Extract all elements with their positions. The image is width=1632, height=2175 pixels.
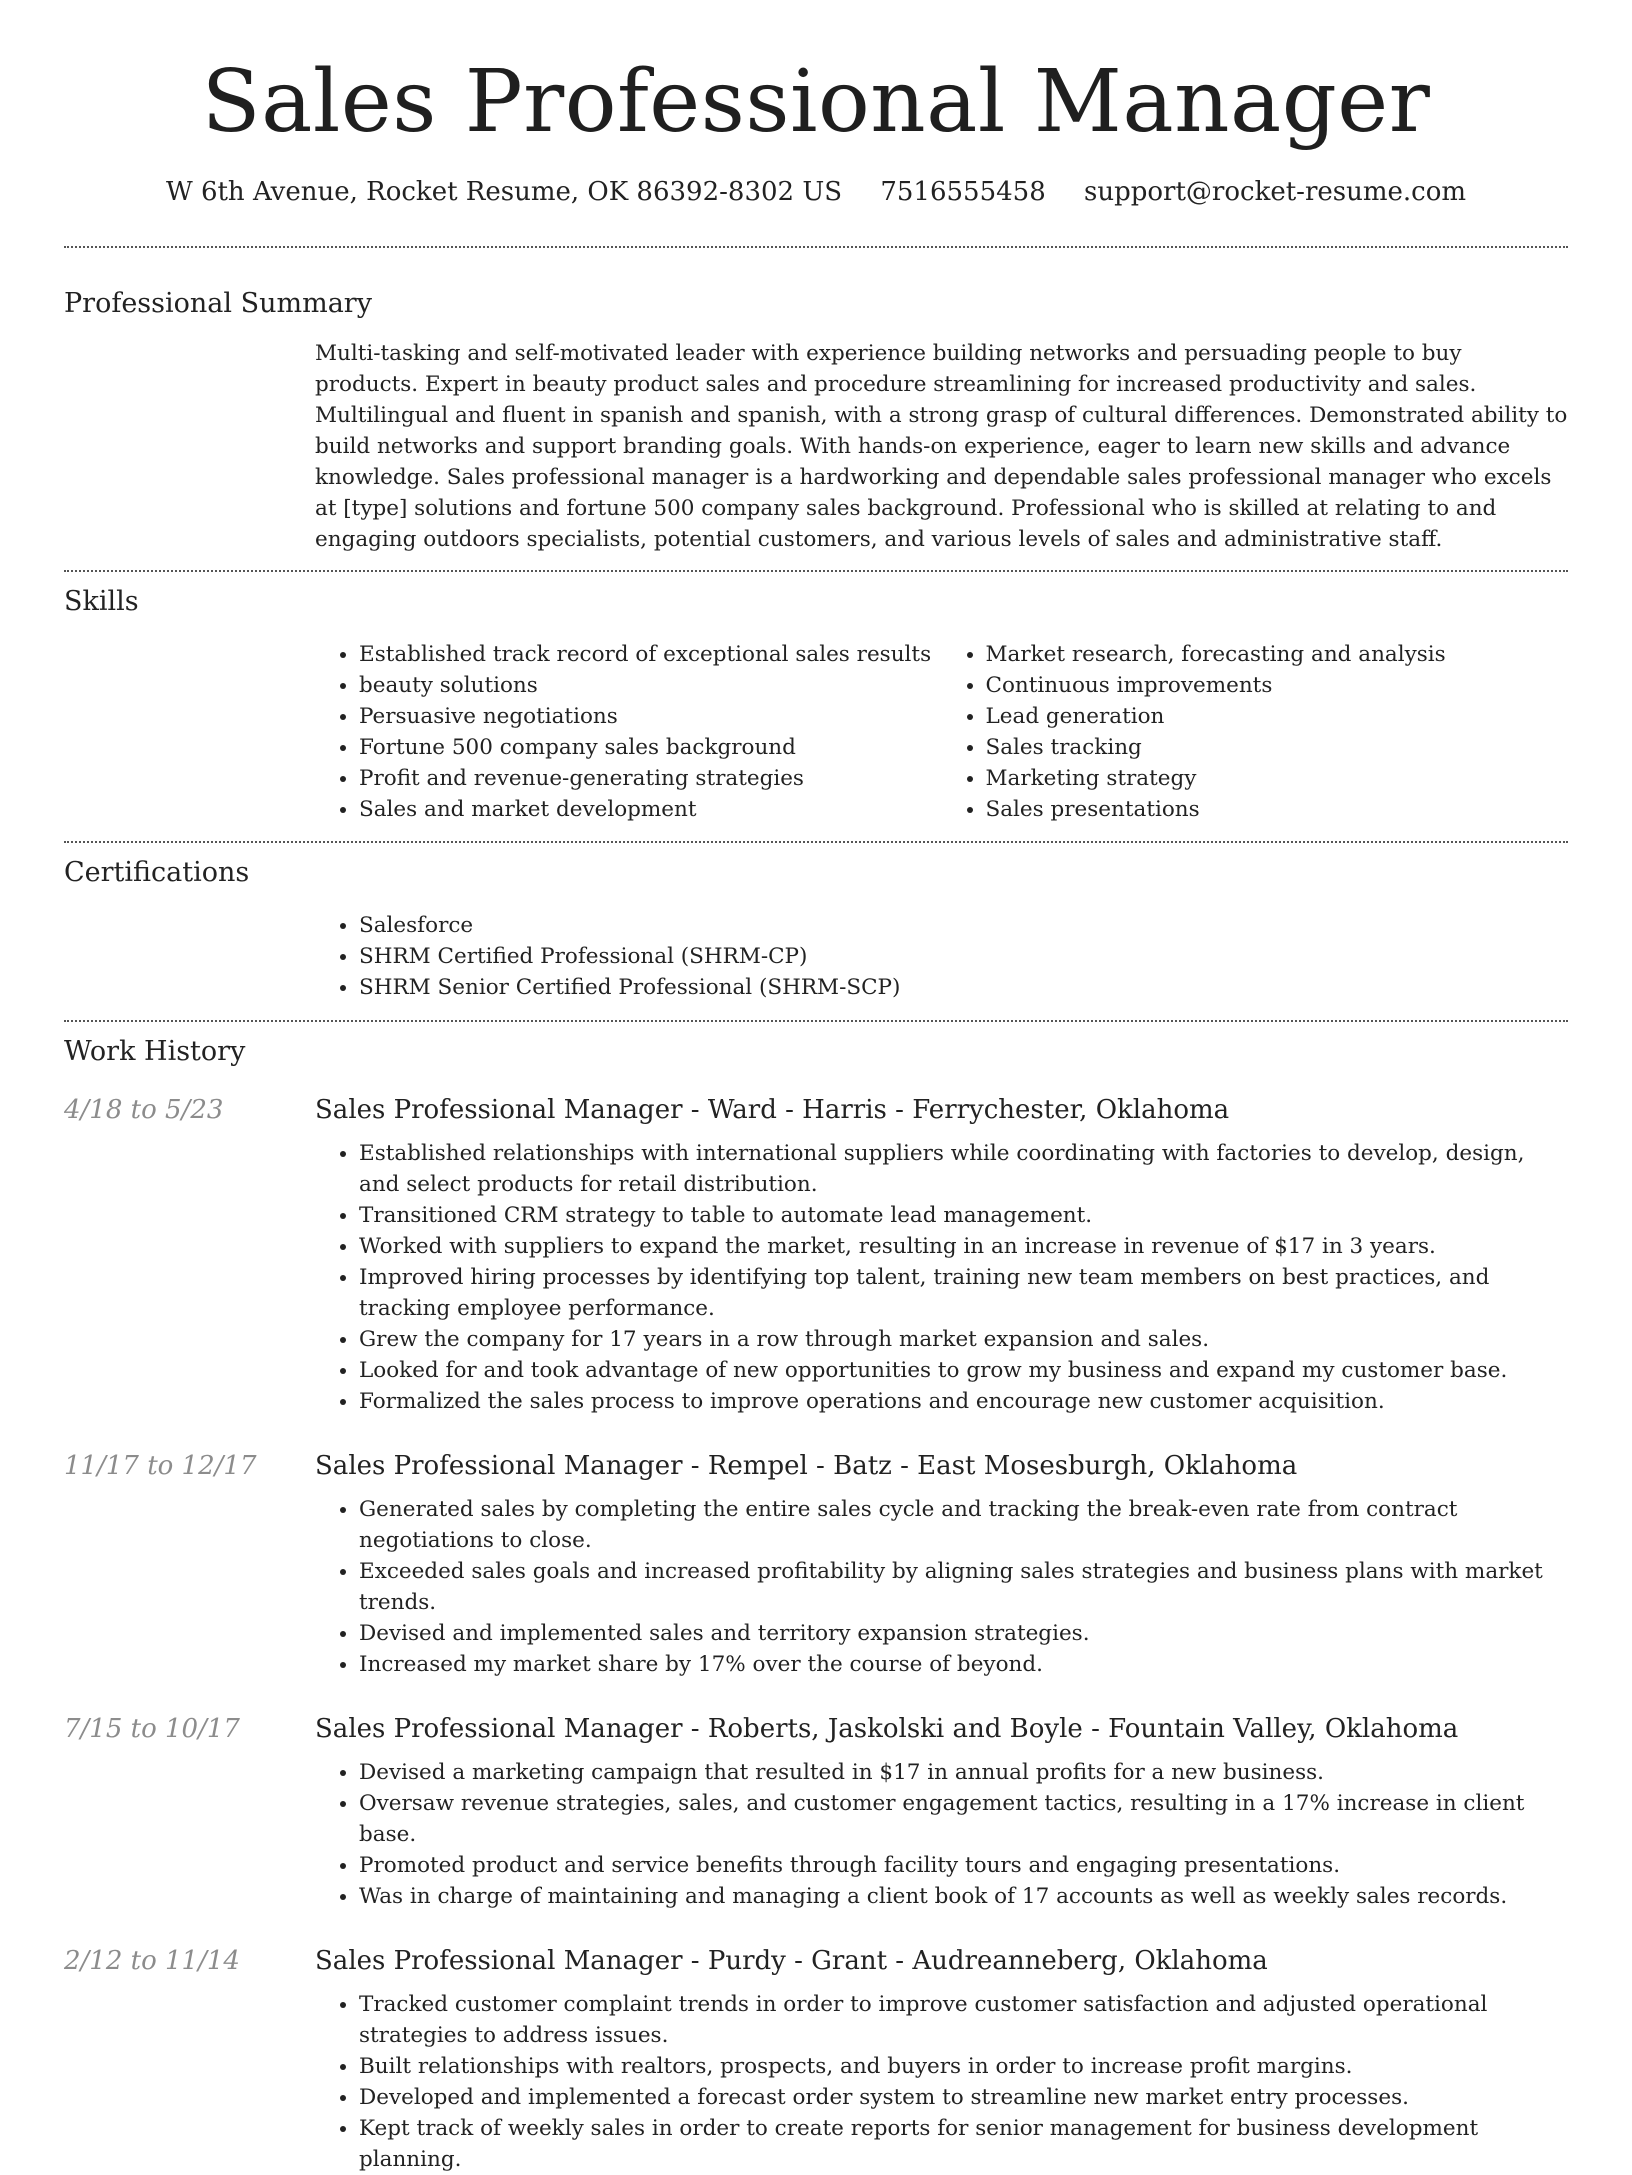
skill-item: • Sales presentations: [986, 794, 1569, 825]
resume-name: Sales Professional Manager: [201, 52, 1431, 152]
job-entry: [64, 1093, 1568, 1417]
job-bullet: • Grew the company for 17 years in a row through market expansion and sales.: [359, 1324, 1568, 1355]
job-bullet: • Devised and implemented sales and territory expansion strategies.: [359, 1618, 1568, 1649]
work-title: Work History: [64, 1036, 246, 1067]
certification-item: • Salesforce: [359, 910, 1568, 941]
skill-item: • Fortune 500 company sales background: [359, 732, 942, 763]
divider: [64, 570, 1568, 572]
summary-text: Multi-tasking and self-motivated leader with experience building networks and persuading people to buy products. Expert in beauty product sales and procedure streamlining for increased productivity and sales. Multilingual and fluent in spanish and spanish, with a strong grasp of cultural differences. Demonstrated ability to build networks and support branding goals. With hands-on experience, eager to learn new skills and advance knowledge. Sales professional manager is a hardworking and dependable sales professional manager who excels at [type] solutions and fortune 500 company sales background. Professional who is skilled at relating to and engaging outdoors specialists, potential customers, and various levels of sales and administrative staff.: [315, 341, 1568, 552]
job-bullet: • Oversaw revenue strategies, sales, and customer engagement tactics, resulting in a 17% increase in client base.: [359, 1788, 1568, 1850]
job-bullet: • Promoted product and service benefits through facility tours and engaging presentations.: [359, 1850, 1568, 1881]
job-bullet: • Generated sales by completing the entire sales cycle and tracking the break-even rate from contract negotiations to close.: [359, 1494, 1568, 1556]
job-bullet: • Formalized the sales process to improve operations and encourage new customer acquisition.: [359, 1386, 1568, 1417]
job-dates: 11/17 to 12/17: [64, 1451, 257, 1481]
work-section: [64, 1035, 1568, 2175]
skill-item: • Sales and market development: [359, 794, 942, 825]
job-dates: 2/12 to 11/14: [64, 1946, 240, 1976]
skills-title: Skills: [64, 586, 139, 617]
job-entry: [64, 1449, 1568, 1680]
job-bullet: • Looked for and took advantage of new opportunities to grow my business and expand my customer base.: [359, 1355, 1568, 1386]
job-bullets: [315, 1757, 1568, 1912]
job-title: Sales Professional Manager - Purdy - Grant - Audreanneberg, Oklahoma: [315, 1946, 1268, 1976]
job-title: Sales Professional Manager - Ward - Harris - Ferrychester, Oklahoma: [315, 1095, 1230, 1125]
summary-content: [315, 338, 1568, 555]
job-bullet: • Worked with suppliers to expand the market, resulting in an increase in revenue of $17 in 3 years.: [359, 1231, 1568, 1262]
job-dates: 4/18 to 5/23: [64, 1095, 224, 1125]
divider: [64, 246, 1568, 248]
summary-section: [64, 287, 1568, 555]
resume-page: [64, 0, 1568, 2175]
job-bullets: [315, 1138, 1568, 1417]
job-bullet: • Established relationships with international suppliers while coordinating with factories to develop, design, and select products for retail distribution.: [359, 1138, 1568, 1200]
skill-item: • Established track record of exceptional sales results: [359, 639, 942, 670]
skill-item: • Persuasive negotiations: [359, 701, 942, 732]
contact-address: W 6th Avenue, Rocket Resume, OK 86392-8302 US: [165, 177, 843, 207]
job-title: Sales Professional Manager - Rempel - Batz - East Mosesburgh, Oklahoma: [315, 1451, 1298, 1481]
job-bullet: • Devised a marketing campaign that resulted in $17 in annual profits for a new business.: [359, 1757, 1568, 1788]
job-bullets: [315, 1494, 1568, 1680]
skill-item: • Profit and revenue-generating strategies: [359, 763, 942, 794]
certifications-title: Certifications: [64, 857, 250, 888]
job-bullet: • Was in charge of maintaining and managing a client book of 17 accounts as well as weekly sales records.: [359, 1881, 1568, 1912]
job-bullet: • Tracked customer complaint trends in order to improve customer satisfaction and adjusted operational strategies to address issues.: [359, 1989, 1568, 2051]
skill-item: • Market research, forecasting and analysis: [986, 639, 1569, 670]
job-bullet: • Improved hiring processes by identifying top talent, training new team members on best practices, and tracking employee performance.: [359, 1262, 1568, 1324]
skill-item: • Lead generation: [986, 701, 1569, 732]
job-bullet: • Kept track of weekly sales in order to create reports for senior management for business development planning.: [359, 2113, 1568, 2175]
certifications-section: [64, 856, 1568, 1003]
skill-item: • Sales tracking: [986, 732, 1569, 763]
skills-columns: [315, 639, 1568, 825]
certifications-list: [315, 910, 1568, 1003]
job-bullet: • Increased my market share by 17% over the course of beyond.: [359, 1649, 1568, 1680]
skills-list-right: [942, 639, 1569, 825]
job-bullet: • Exceeded sales goals and increased profitability by aligning sales strategies and business plans with market trends.: [359, 1556, 1568, 1618]
job-bullet: • Built relationships with realtors, prospects, and buyers in order to increase profit margins.: [359, 2051, 1568, 2082]
job-bullet: • Transitioned CRM strategy to table to automate lead management.: [359, 1200, 1568, 1231]
job-entry: [64, 1712, 1568, 1912]
certification-item: • SHRM Certified Professional (SHRM-CP): [359, 941, 1568, 972]
skill-item: • Continuous improvements: [986, 670, 1569, 701]
contact-phone: 7516555458: [880, 177, 1046, 207]
contact-line: [64, 176, 1568, 208]
job-bullet: • Developed and implemented a forecast order system to streamline new market entry processes.: [359, 2082, 1568, 2113]
skill-item: • Marketing strategy: [986, 763, 1569, 794]
job-bullets: [315, 1989, 1568, 2175]
skills-content: [315, 639, 1568, 825]
skills-section: [64, 585, 1568, 825]
divider: [64, 1020, 1568, 1022]
divider: [64, 841, 1568, 843]
job-title: Sales Professional Manager - Roberts, Jaskolski and Boyle - Fountain Valley, Oklahoma: [315, 1714, 1459, 1744]
summary-title: Professional Summary: [64, 288, 372, 319]
certification-item: • SHRM Senior Certified Professional (SHRM-SCP): [359, 972, 1568, 1003]
certifications-content: [315, 910, 1568, 1003]
contact-email: support@rocket-resume.com: [1084, 177, 1467, 207]
skill-item: • beauty solutions: [359, 670, 942, 701]
job-entry: [64, 1944, 1568, 2175]
job-dates: 7/15 to 10/17: [64, 1714, 240, 1744]
skills-list-left: [315, 639, 942, 825]
